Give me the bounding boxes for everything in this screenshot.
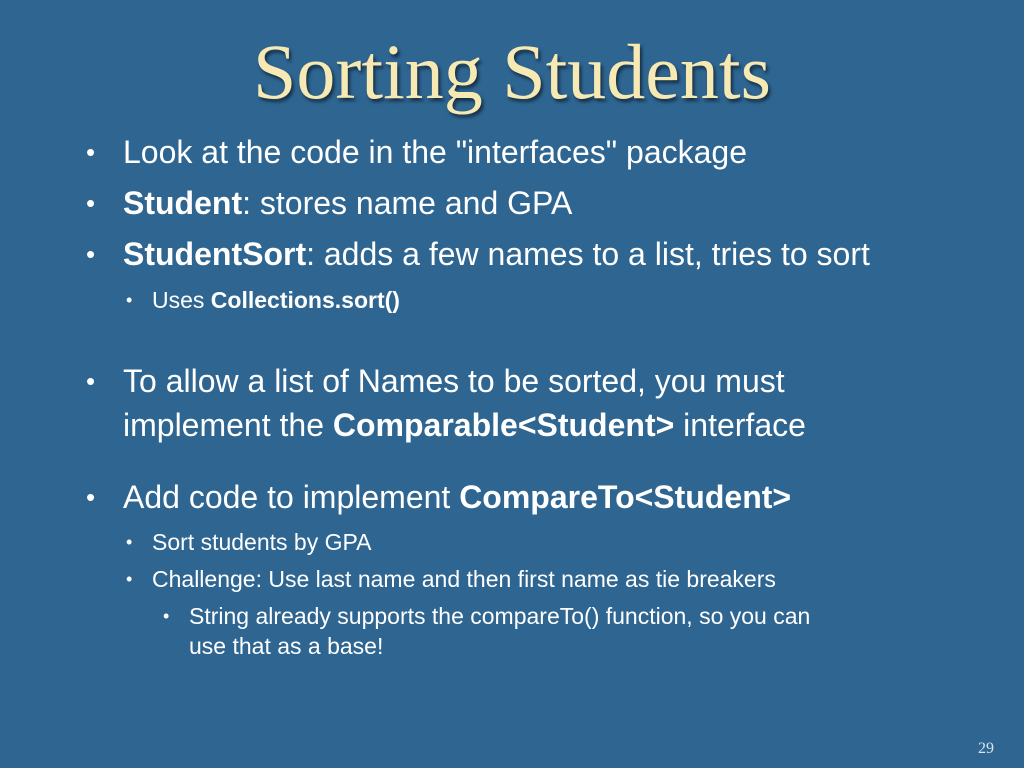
- bullet-icon: •: [86, 239, 96, 269]
- bullet-icon: •: [86, 137, 96, 167]
- bullet-icon: •: [126, 290, 133, 310]
- bullet-bold-text: Student: [123, 185, 243, 221]
- bullet-icon: •: [163, 606, 170, 626]
- bullet-text: Uses: [152, 287, 211, 313]
- sub-bullet-item: [126, 527, 372, 557]
- bullet-bold-text: StudentSort: [123, 236, 307, 272]
- bullet-text-line2: implement the: [123, 407, 333, 443]
- bullet-icon: •: [126, 532, 133, 552]
- bullet-item: [86, 181, 573, 225]
- slide-title: Sorting Students: [253, 28, 771, 115]
- bullet-text-line2-post: interface: [674, 407, 806, 443]
- bullet-icon: •: [126, 569, 133, 589]
- bullet-icon: •: [86, 366, 96, 396]
- bullet-item: [86, 359, 806, 447]
- sub-bullet-item: [126, 285, 400, 315]
- bullet-icon: •: [86, 188, 96, 218]
- bullet-item: [86, 232, 870, 276]
- bullet-text: : adds a few names to a list, tries to sort: [306, 236, 870, 272]
- bullet-text: : stores name and GPA: [242, 185, 573, 221]
- bullet-item: [86, 475, 792, 519]
- bullet-icon: •: [86, 482, 96, 512]
- sub-bullet-item: [126, 564, 776, 594]
- bullet-text-line1: String already supports the compareTo() function, so you can: [189, 603, 811, 629]
- bullet-bold-text: Comparable<Student>: [332, 407, 675, 443]
- bullet-text: Add code to implement: [123, 479, 460, 515]
- bullet-text: Look at the code in the "interfaces" package: [123, 134, 748, 170]
- bullet-text: Sort students by GPA: [152, 529, 372, 555]
- bullet-item: [86, 130, 748, 174]
- bullet-text-line1: To allow a list of Names to be sorted, you must: [123, 363, 785, 399]
- sub-sub-bullet-item: [163, 601, 811, 661]
- bullet-text-line2: use that as a base!: [189, 633, 384, 659]
- bullet-bold-text: CompareTo<Student>: [459, 479, 792, 515]
- page-number: 29: [978, 740, 994, 757]
- bullet-text: Challenge: Use last name and then first name as tie breakers: [152, 566, 776, 592]
- bullet-bold-text: Collections.sort(): [210, 287, 400, 313]
